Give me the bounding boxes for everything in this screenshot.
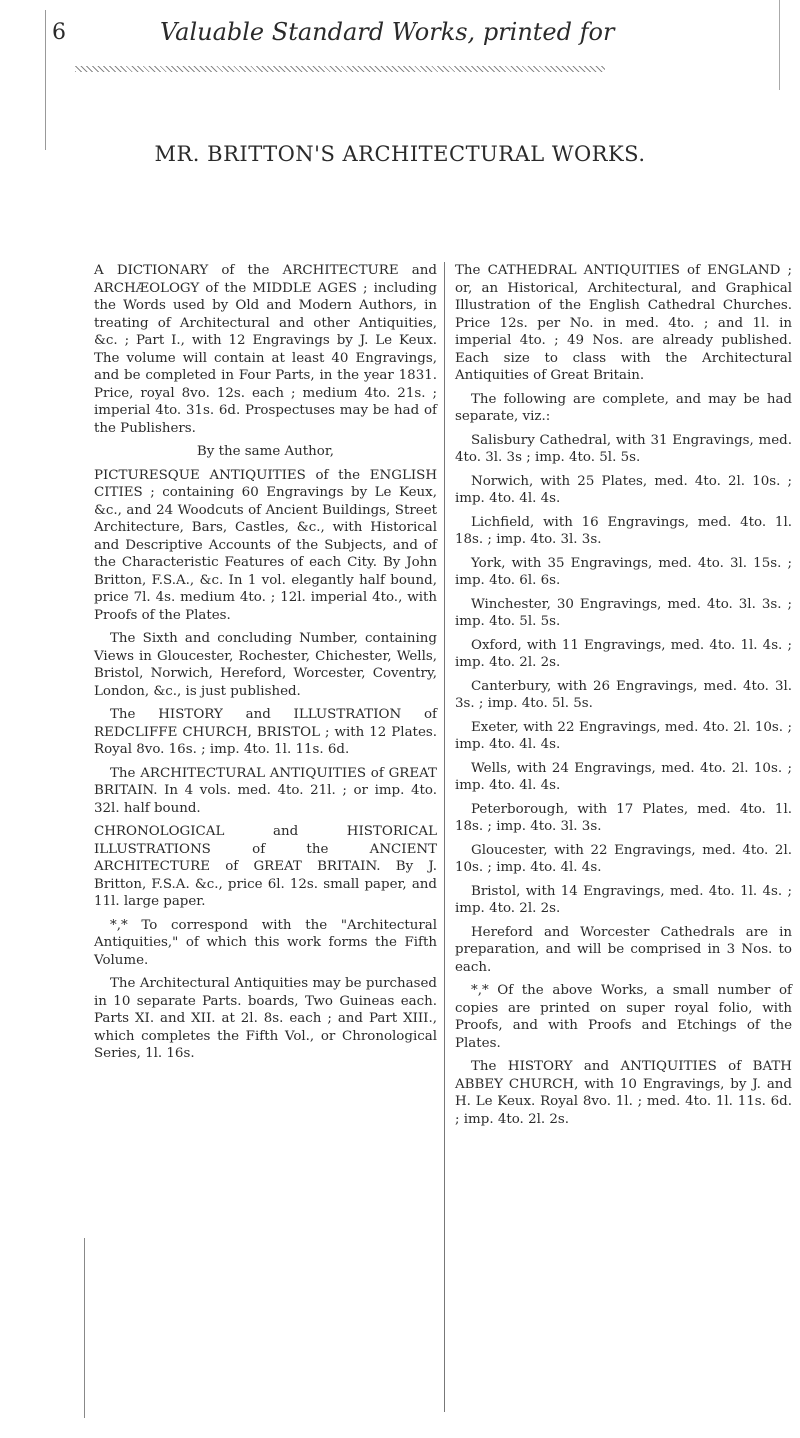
correspond-note: *,* To correspond with the "Architectural Antiquities," of which this work forms the Fifth Volume. bbox=[94, 917, 437, 968]
left-margin-rule bbox=[84, 1238, 85, 1418]
complete-list-intro: The following are complete, and may be had separate, viz.: bbox=[455, 391, 792, 424]
cathedral-item: Winchester, 30 Engravings, med. 4to. 3l. 3s. ; imp. 4to. 5l. 5s. bbox=[455, 596, 792, 629]
cathedral-item: York, with 35 Engravings, med. 4to. 3l. 15s. ; imp. 4to. 6l. 6s. bbox=[455, 555, 792, 588]
redcliffe-church-entry: The HISTORY and ILLUSTRATION of REDCLIFFE CHURCH, BRISTOL ; with 12 Plates. Royal 8vo. 16s. ; imp. 4to. 1l. 11s. 6d. bbox=[94, 707, 437, 757]
cathedral-item: Oxford, with 11 Engravings, med. 4to. 1l. 4s. ; imp. 4to. 2l. 2s. bbox=[455, 637, 792, 670]
architectural-antiquities-entry: The ARCHITECTURAL ANTIQUITIES of GREAT BRITAIN. In 4 vols. med. 4to. 21l. ; or imp. 4to. 32l. half bound. bbox=[94, 765, 437, 816]
cathedral-item: Norwich, with 25 Plates, med. 4to. 2l. 10s. ; imp. 4to. 4l. 4s. bbox=[455, 473, 792, 506]
bath-abbey-entry: The HISTORY and ANTIQUITIES of BATH ABBEY CHURCH, with 10 Engravings, by J. and H. Le Keux. Royal 8vo. 1l. ; med. 4to. 1l. 11s. 6d. ; imp. 4to. 2l. 2s. bbox=[455, 1059, 792, 1127]
cathedral-antiquities-entry: The CATHEDRAL ANTIQUITIES of ENGLAND ; or, an Historical, Architectural, and Graphical Illustration of the English Cathedral Churches. Price 12s. per No. in med. 4to. ; and 1l. in imperial 4to. ; 49 Nos. are already published. Each size to class with the Architectural Antiquities of Great Britain. bbox=[455, 263, 792, 383]
cathedral-item: Exeter, with 22 Engravings, med. 4to. 2l. 10s. ; imp. 4to. 4l. 4s. bbox=[455, 719, 792, 752]
cathedral-item: Peterborough, with 17 Plates, med. 4to. 1l. 18s. ; imp. 4to. 3l. 3s. bbox=[455, 801, 792, 834]
folio-copies-note: *,* Of the above Works, a small number of copies are printed on super royal folio, with Proofs, and with Proofs and Etchings of the Plates. bbox=[455, 983, 792, 1051]
left-column bbox=[94, 262, 437, 1069]
picturesque-antiquities-entry: PICTURESQUE ANTIQUITIES of the ENGLISH CITIES ; containing 60 Engravings by Le Keux, &c., and 24 Woodcuts of Ancient Buildings, Street Architecture, Bars, Castles, &c., with Historical and Descriptive Accounts of the Subjects, and of the Characteristic Features of each City. By John Britton, F.S.A., &c. In 1 vol. elegantly half bound, price 7l. 4s. medium 4to. ; 12l. imperial 4to., with Proofs of the Plates. bbox=[94, 467, 437, 623]
page-frame-line bbox=[45, 10, 46, 150]
cathedral-item: Canterbury, with 26 Engravings, med. 4to. 3l. 3s. ; imp. 4to. 5l. 5s. bbox=[455, 678, 792, 711]
cathedral-item: Gloucester, with 22 Engravings, med. 4to. 2l. 10s. ; imp. 4to. 4l. 4s. bbox=[455, 842, 792, 875]
cathedral-item: Bristol, with 14 Engravings, med. 4to. 1l. 4s. ; imp. 4to. 2l. 2s. bbox=[455, 883, 792, 916]
running-title: Valuable Standard Works, printed for bbox=[160, 18, 615, 46]
running-header bbox=[50, 8, 770, 58]
preparation-note: Hereford and Worcester Cathedrals are in preparation, and will be comprised in 3 Nos. to each. bbox=[455, 924, 792, 975]
cathedral-item: Lichfield, with 16 Engravings, med. 4to. 1l. 18s. ; imp. 4to. 3l. 3s. bbox=[455, 514, 792, 547]
cathedral-item: Wells, with 24 Engravings, med. 4to. 2l. 10s. ; imp. 4to. 4l. 4s. bbox=[455, 760, 792, 793]
sixth-number-note: The Sixth and concluding Number, containing Views in Gloucester, Rochester, Chichester, Wells, Bristol, Norwich, Hereford, Worcester, Coventry, London, &c., is just published. bbox=[94, 631, 437, 699]
page-title: MR. BRITTON'S ARCHITECTURAL WORKS. bbox=[154, 142, 646, 166]
dictionary-entry: A DICTIONARY of the ARCHITECTURE and ARCHÆOLOGY of the MIDDLE AGES ; including the Words used by Old and Modern Authors, in treating of Architectural and other Antiquities, &c. ; Part I., with 12 Engravings by J. Le Keux. The volume will contain at least 40 Engravings, and be completed in Four Parts, in the year 1831. Price, royal 8vo. 12s. each ; medium 4to. 21s. ; imperial 4to. 31s. 6d. Prospectuses may be had of the Publishers. bbox=[94, 263, 437, 436]
page-frame-line-right bbox=[779, 0, 780, 90]
right-column bbox=[455, 262, 792, 1134]
cathedral-item: Salisbury Cathedral, with 31 Engravings, med. 4to. 3l. 3s ; imp. 4to. 5l. 5s. bbox=[455, 432, 792, 465]
same-author-note: By the same Author, bbox=[196, 444, 335, 459]
ornamental-rule bbox=[75, 66, 605, 72]
separate-parts-note: The Architectural Antiquities may be purchased in 10 separate Parts. boards, Two Guineas each. Parts XI. and XII. at 2l. 8s. each ; and Part XIII., which completes the Fifth Vol., or Chronological Series, 1l. 16s. bbox=[94, 976, 437, 1061]
page-number: 6 bbox=[52, 20, 66, 45]
chronological-illustrations-entry: CHRONOLOGICAL and HISTORICAL ILLUSTRATIONS of the ANCIENT ARCHITECTURE of GREAT BRITAIN. By J. Britton, F.S.A. &c., price 6l. 12s. small paper, and 11l. large paper. bbox=[94, 824, 437, 909]
column-divider bbox=[444, 262, 445, 1412]
